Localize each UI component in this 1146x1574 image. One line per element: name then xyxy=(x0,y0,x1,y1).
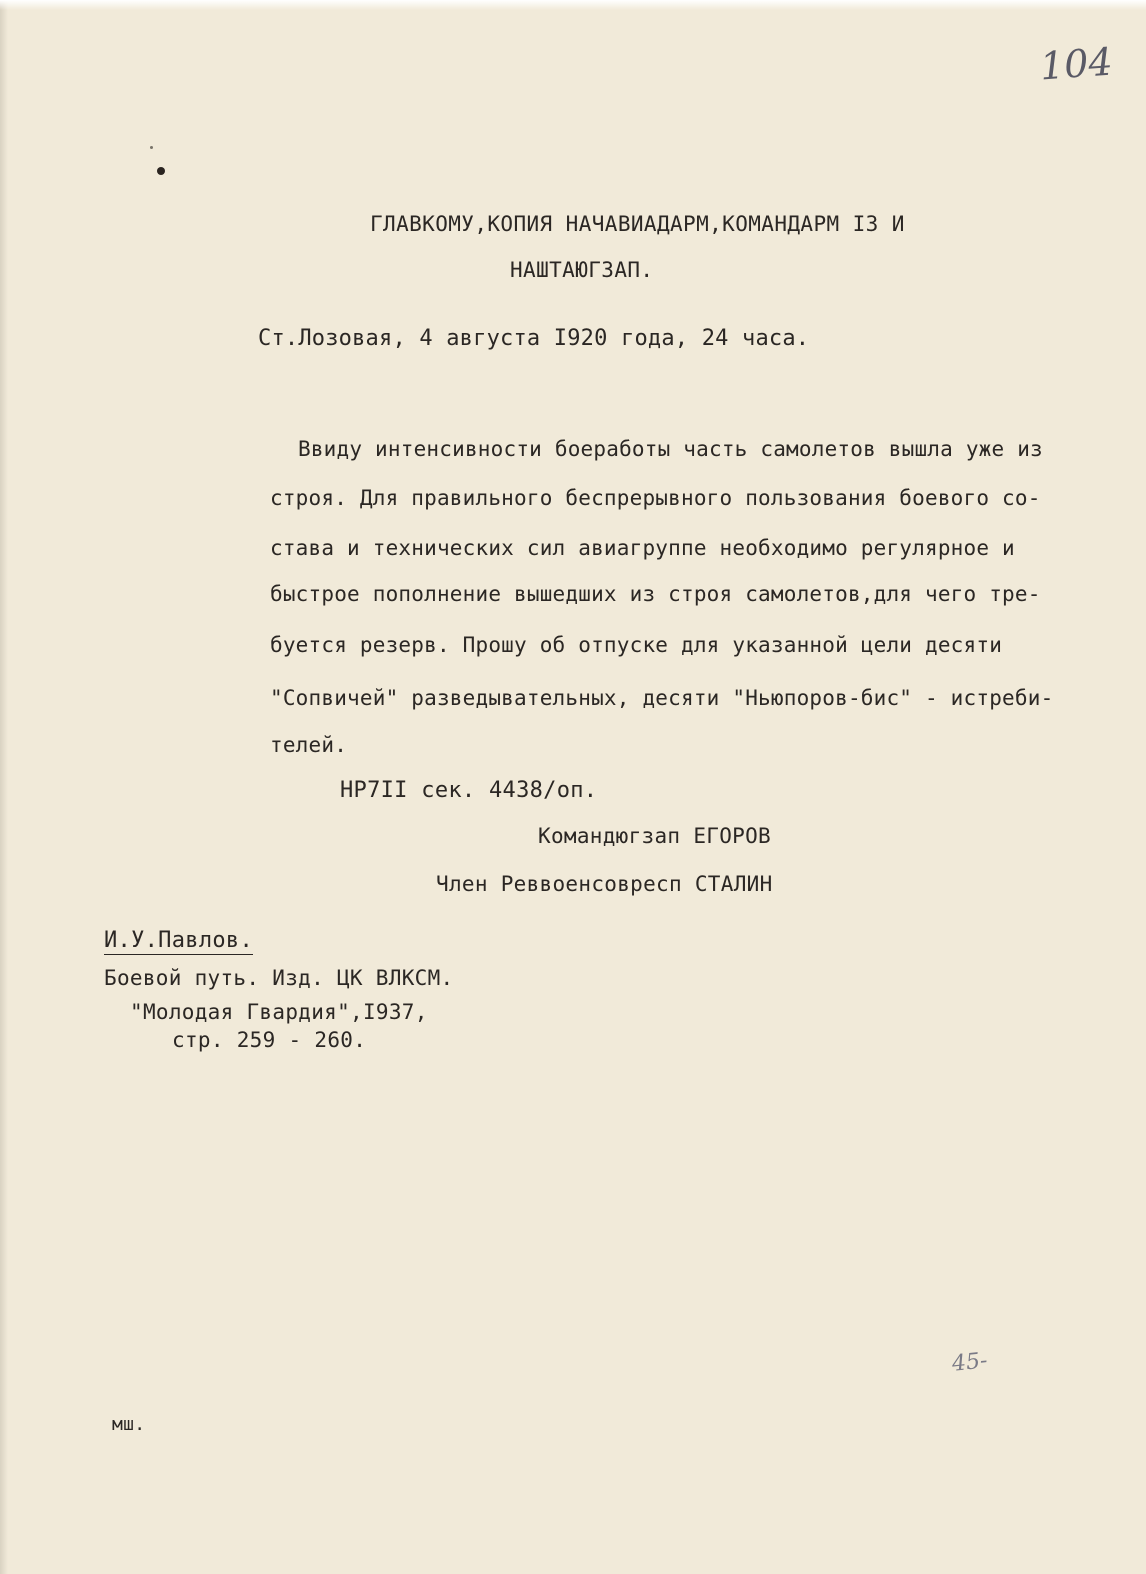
source-line-3: стр. 259 - 260. xyxy=(172,1028,367,1052)
pencil-mark: 45- xyxy=(950,1348,989,1377)
signature-stalin: Член Реввоенсовресп СТАЛИН xyxy=(436,872,773,896)
signature-egorov: Командюгзап ЕГОРОВ xyxy=(538,824,771,848)
ink-spot xyxy=(157,167,165,175)
header-line-2: НАШТАЮГЗАП. xyxy=(510,258,654,282)
ink-speck xyxy=(150,146,153,149)
page-number-handwritten: 104 xyxy=(1038,39,1114,89)
source-author-text: И.У.Павлов. xyxy=(104,928,253,953)
typist-initials: мш. xyxy=(112,1414,146,1435)
source-line-2: "Молодая Гвардия",I937, xyxy=(130,1000,428,1024)
body-line: Ввиду интенсивности боеработы часть самолетов вышла уже из xyxy=(298,437,1043,461)
source-line-1: Боевой путь. Изд. ЦК ВЛКСМ. xyxy=(104,966,454,990)
body-line: строя. Для правильного беспрерывного пользования боевого со- xyxy=(270,486,1041,510)
body-line: быстрое пополнение вышедших из строя самолетов,для чего тре- xyxy=(270,582,1041,606)
body-line: буется резерв. Прошу об отпуске для указанной цели десяти xyxy=(270,633,1003,657)
place-date: Ст.Лозовая, 4 августа I920 года, 24 часа. xyxy=(258,326,810,351)
body-line: телей. xyxy=(270,733,348,757)
header-line-1: ГЛАВКОМУ,КОПИЯ НАЧАВИАДАРМ,КОМАНДАРМ I3 И xyxy=(370,212,905,236)
page-edge xyxy=(0,0,1146,10)
source-author xyxy=(104,928,253,953)
reference-number: НР7II сек. 4438/оп. xyxy=(340,778,598,803)
body-line: става и технических сил авиагруппе необходимо регулярное и xyxy=(270,536,1015,560)
body-line: "Сопвичей" разведывательных, десяти "Ньюпоров-бис" - истреби- xyxy=(270,686,1054,710)
